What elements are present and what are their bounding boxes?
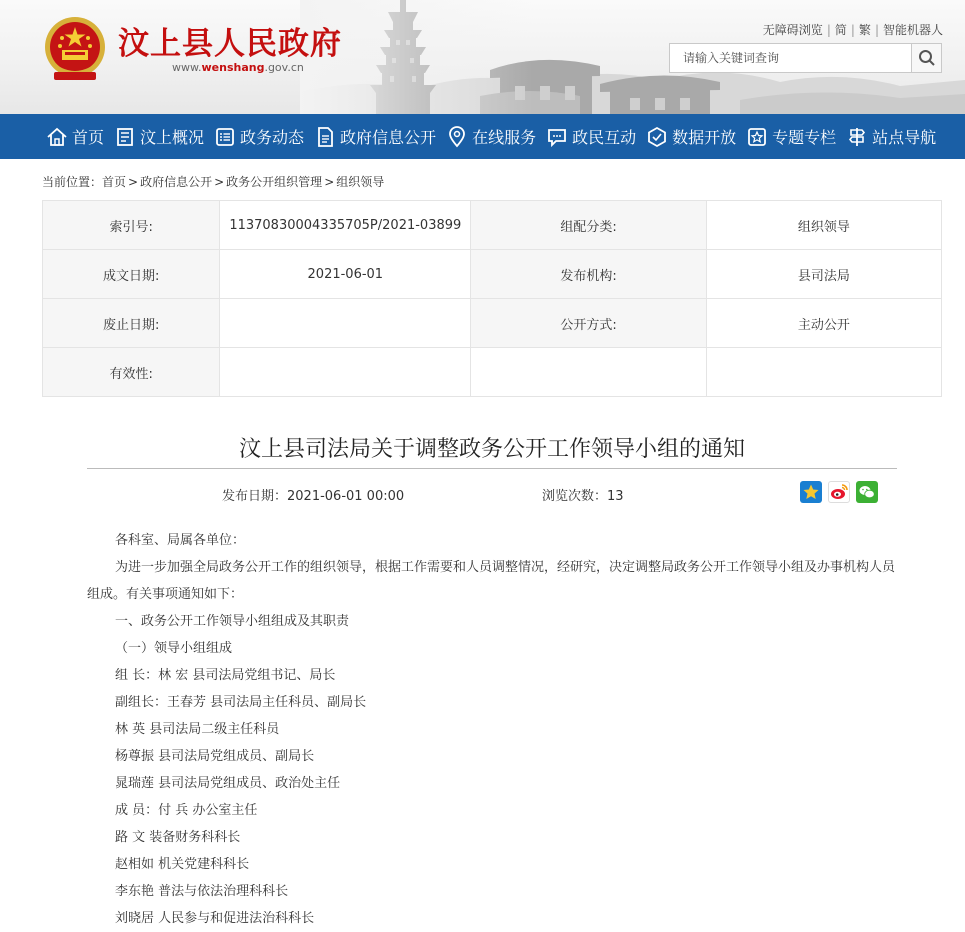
search-button[interactable] — [911, 44, 941, 72]
nav-label: 站点导航 — [872, 128, 937, 147]
nav-label: 政府信息公开 — [340, 128, 437, 147]
disclosure-method-value: 主动公开 — [706, 299, 941, 348]
written-date-value: 2021-06-01 — [220, 250, 471, 299]
star-badge-icon — [746, 126, 768, 148]
body-paragraph: （一）领导小组组成 — [115, 641, 233, 656]
body-paragraph: 路 文 装备财务科科长 — [115, 830, 241, 845]
nav-item-overview[interactable] — [114, 114, 204, 159]
nav-label: 政务动态 — [240, 128, 305, 147]
empty-cell — [706, 348, 941, 397]
breadcrumb-home[interactable]: 首页 — [102, 175, 127, 189]
body-paragraph: 赵相如 机关党建科科长 — [115, 857, 250, 872]
empty-cell — [471, 348, 707, 397]
site-title: 汶上县人民政府 — [118, 26, 342, 62]
traditional-chinese-link[interactable]: 繁 — [858, 23, 871, 37]
written-date-label: 成文日期: — [43, 250, 220, 299]
expiry-date-value — [220, 299, 471, 348]
nav-label: 政民互动 — [572, 128, 637, 147]
accessibility-link[interactable]: 无障碍浏览 — [762, 23, 823, 37]
simplified-chinese-link[interactable]: 简 — [834, 23, 847, 37]
table-row — [43, 299, 942, 348]
top-links: 无障碍浏览 | 简 | 繁 | 智能机器人 — [762, 23, 943, 37]
nav-item-news[interactable] — [214, 114, 304, 159]
wechat-share-button[interactable] — [856, 481, 878, 503]
validity-value — [220, 348, 471, 397]
nav-item-info-disclosure[interactable] — [314, 114, 436, 159]
index-number-value: 11370830004335705P/2021-03899 — [220, 201, 471, 250]
nav-item-interaction[interactable] — [546, 114, 636, 159]
document-icon — [314, 126, 336, 148]
body-paragraph: 刘晓居 人民参与和促进法治科科长 — [115, 911, 315, 926]
site-header — [0, 0, 965, 114]
url-prefix: www. — [172, 61, 202, 74]
publish-date: 发布日期：2021-06-01 00:00 — [222, 489, 405, 504]
chat-icon — [546, 126, 568, 148]
nav-item-home[interactable] — [46, 114, 104, 159]
body-paragraph: 晁瑞莲 县司法局党组成员、政治处主任 — [115, 776, 341, 791]
breadcrumb-prefix: 当前位置： — [42, 175, 103, 189]
nav-label: 专题专栏 — [772, 128, 837, 147]
qzone-star-icon — [802, 483, 820, 501]
nav-label: 首页 — [72, 128, 105, 147]
share-buttons — [800, 481, 884, 503]
table-row — [43, 250, 942, 299]
table-row — [43, 348, 942, 397]
disclosure-method-label: 公开方式: — [471, 299, 707, 348]
wechat-icon — [858, 483, 876, 501]
body-paragraph: 林 英 县司法局二级主任科员 — [115, 722, 280, 737]
smart-robot-link[interactable]: 智能机器人 — [882, 23, 943, 37]
nav-label: 在线服务 — [472, 128, 537, 147]
search-icon — [918, 49, 936, 67]
index-number-label: 索引号: — [43, 201, 220, 250]
category-label: 组配分类: — [471, 201, 707, 250]
article-title: 汶上县司法局关于调整政务公开工作领导小组的通知 — [238, 437, 745, 462]
home-icon — [46, 126, 68, 148]
expiry-date-label: 废止日期: — [43, 299, 220, 348]
article-body — [87, 527, 897, 932]
breadcrumb-info-disclosure[interactable]: 政府信息公开 — [140, 175, 213, 189]
validity-label: 有效性: — [43, 348, 220, 397]
book-icon — [114, 126, 136, 148]
body-paragraph: 副组长：王春芳 县司法局主任科员、副局长 — [115, 695, 367, 710]
signpost-icon — [846, 126, 868, 148]
nav-label: 数据开放 — [672, 128, 737, 147]
nav-item-online-service[interactable] — [446, 114, 536, 159]
body-paragraph: 为进一步加强全局政务公开工作的组织领导，根据工作需要和人员调整情况，经研究，决定调整局政务公开工作领导小组及办事机构人员组成。有关事项通知如下： — [87, 560, 896, 602]
title-divider — [87, 468, 897, 469]
nav-item-site-map[interactable] — [846, 114, 936, 159]
url-suffix: .gov.cn — [264, 61, 304, 74]
issuer-label: 发布机构: — [471, 250, 707, 299]
view-count: 浏览次数：13 — [542, 489, 624, 504]
search-input[interactable] — [670, 44, 912, 72]
national-emblem-logo — [40, 14, 110, 84]
issuer-value: 县司法局 — [706, 250, 941, 299]
qzone-share-button[interactable] — [800, 481, 822, 503]
weibo-share-button[interactable] — [828, 481, 850, 503]
main-nav — [0, 114, 965, 159]
body-paragraph: 各科室、局属各单位： — [115, 533, 246, 548]
list-icon — [214, 126, 236, 148]
category-value: 组织领导 — [706, 201, 941, 250]
data-icon — [646, 126, 668, 148]
body-paragraph: 一、政务公开工作领导小组组成及其职责 — [115, 614, 350, 629]
location-icon — [446, 126, 468, 148]
weibo-icon — [829, 482, 849, 502]
search-box — [669, 43, 942, 73]
body-paragraph: 组 长：林 宏 县司法局党组书记、局长 — [115, 668, 336, 683]
breadcrumb: 当前位置：首页 > 政府信息公开 > 政务公开组织管理 > 组织领导 — [42, 175, 385, 189]
url-domain: wenshang — [201, 61, 265, 74]
table-row — [43, 201, 942, 250]
nav-label: 汶上概况 — [140, 128, 205, 147]
breadcrumb-disclosure-management[interactable]: 政务公开组织管理 — [226, 175, 323, 189]
body-paragraph: 成 员：付 兵 办公室主任 — [115, 803, 258, 818]
document-info-table — [42, 200, 942, 397]
breadcrumb-leadership[interactable]: 组织领导 — [336, 175, 385, 189]
nav-item-special-topics[interactable] — [746, 114, 836, 159]
nav-item-open-data[interactable] — [646, 114, 736, 159]
body-paragraph: 李东艳 普法与依法治理科科长 — [115, 884, 289, 899]
site-url — [172, 61, 304, 74]
body-paragraph: 杨尊振 县司法局党组成员、副局长 — [115, 749, 315, 764]
